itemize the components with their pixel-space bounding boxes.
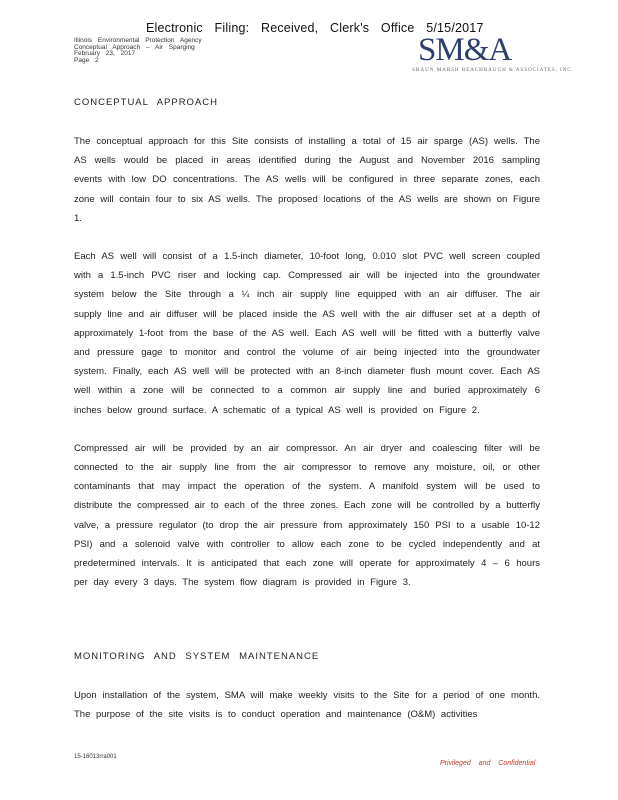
header-subject: Conceptual Approach – Air Sparging [74,43,195,51]
conceptual-approach-section [74,97,540,592]
paragraph: Each AS well will consist of a 1.5-inch diameter, 10-foot long, 0.010 slot PVC well screen coupled with a 1.5-inch PVC riser and locking cap. Compressed air will be injected into the groundwater system below the Site through a ¼ inch air supply line equipped with an air diffuser. The air supply line and air diffuser will be placed inside the AS well with the air diffuser set at a depth of approximately 1-foot from the base of the AS well. Each AS well will be fitted with a butterfly valve and pressure gage to monitor and control the volume of air being injected into the groundwater system. Finally, each AS well will be protected with an 8-inch diameter flush mount cover. Each AS well within a zone will be connected to a common air supply line and buried approximately 6 inches below ground surface. A schematic of a typical AS well is provided on Figure 2. [74,251,540,416]
letter-header [74,38,202,64]
logo-mark: SM&A [418,32,512,68]
section-heading: CONCEPTUAL APPROACH [74,97,219,108]
filing-stamp: Electronic Filing: Received, Clerk's Office 5/15/2017 [146,21,484,35]
paragraph: Compressed air will be provided by an air compressor. An air dryer and coalescing filter will be connected to the air supply line from the air compressor to remove any moisture, oil, or other contaminants that may impact the operation of the system. A manifold system will be used to distribute the compressed air to each of the three zones. Each zone will be controlled by a butterfly valve, a pressure regulator (to drop the air pressure from approximately 150 PSI to a usable 10-12 PSI) and a solenoid valve with controller to allow each zone to be cycled independently and at predetermined intervals. It is anticipated that each zone will operate for approximately 4 – 6 hours per day every 3 days. The system flow diagram is provided in Figure 3. [74,442,540,589]
header-recipient: Illinois Environmental Protection Agency [74,37,202,44]
document-id: 15-16013rra001 [74,754,117,760]
monitoring-section [74,651,540,724]
header-page: Page 2 [74,56,99,64]
paragraph: Upon installation of the system, SMA will make weekly visits to the Site for a period of one month. The purpose of the site visits is to conduct operation and maintenance (O&M) activities [74,690,540,721]
company-logo [412,32,574,74]
section-heading: MONITORING AND SYSTEM MAINTENANCE [74,651,320,662]
header-date: February 23, 2017 [74,50,136,58]
confidentiality-notice: Privileged and Confidential [440,760,536,767]
paragraph: The conceptual approach for this Site consists of installing a total of 15 air sparge (AS) wells. The AS wells would be placed in areas identified during the August and November 2016 sampling events with low DO concentrations. The AS wells will be configured in three separate zones, each zone will contain four to six AS wells. The proposed locations of the AS wells are shown on Figure 1. [74,136,540,224]
logo-tagline: SHAUN MARSH BEACHBAUGH & ASSOCIATES, INC. [412,67,574,73]
